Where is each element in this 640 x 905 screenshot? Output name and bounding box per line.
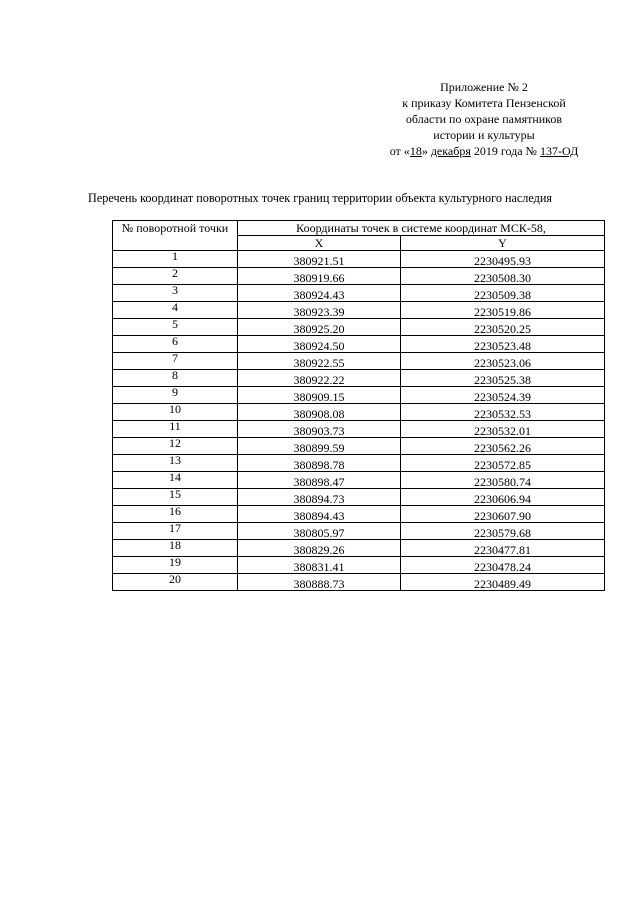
table-row <box>113 557 605 574</box>
x-coordinate-cell <box>238 353 401 370</box>
x-coordinate-cell <box>238 268 401 285</box>
y-coordinate-cell <box>401 574 605 591</box>
appendix-title: Приложение № 2 <box>440 80 528 94</box>
x-coordinate-cell <box>238 472 401 489</box>
y-coordinate-cell <box>401 319 605 336</box>
y-coordinate-cell-text: 2230489.49 <box>474 577 531 591</box>
table-row <box>113 268 605 285</box>
committee-line-2: истории и культуры <box>433 128 535 142</box>
date-day: 18 <box>409 144 422 158</box>
x-coordinate-cell <box>238 404 401 421</box>
document-title: Перечень координат поворотных точек границ территории объекта культурного наследия <box>88 191 552 205</box>
y-coordinate-cell-text: 2230523.06 <box>474 356 531 370</box>
y-coordinate-cell <box>401 336 605 353</box>
date-year-text: 2019 года № <box>470 144 541 158</box>
appendix-header <box>360 79 608 159</box>
table-row <box>113 370 605 387</box>
point-number-cell: 19 <box>113 557 238 574</box>
point-number-cell: 4 <box>113 302 238 319</box>
x-coordinate-cell <box>238 438 401 455</box>
y-coordinate-cell-text: 2230524.39 <box>474 390 531 404</box>
y-coordinate-cell <box>401 489 605 506</box>
x-coordinate-cell <box>238 489 401 506</box>
x-coordinate-cell-text: 380888.73 <box>293 577 345 591</box>
coordinates-table-body <box>113 251 605 591</box>
x-coordinate-cell <box>238 421 401 438</box>
x-coordinate-cell-text: 380922.55 <box>293 356 345 370</box>
x-coordinate-cell <box>238 302 401 319</box>
point-number-cell: 1 <box>113 251 238 268</box>
table-row <box>113 387 605 404</box>
x-coordinate-cell-text: 380831.41 <box>293 560 345 574</box>
table-row <box>113 353 605 370</box>
x-coordinate-cell <box>238 523 401 540</box>
x-coordinate-cell-text: 380924.50 <box>293 339 345 353</box>
x-coordinate-cell-text: 380923.39 <box>293 305 345 319</box>
x-coordinate-cell-text: 380899.59 <box>293 441 345 455</box>
x-coordinate-cell <box>238 557 401 574</box>
point-number-cell: 20 <box>113 574 238 591</box>
point-number-cell: 17 <box>113 523 238 540</box>
y-column-header: Y <box>401 236 605 251</box>
x-coordinate-cell-text: 380921.51 <box>293 254 345 268</box>
y-coordinate-cell-text: 2230523.48 <box>474 339 531 353</box>
table-row <box>113 251 605 268</box>
coordinates-table <box>112 220 605 591</box>
y-coordinate-cell <box>401 557 605 574</box>
y-coordinate-cell-text: 2230579.68 <box>474 526 531 540</box>
y-coordinate-cell <box>401 387 605 404</box>
x-coordinate-cell-text: 380925.20 <box>293 322 345 336</box>
point-number-cell: 7 <box>113 353 238 370</box>
point-number-cell: 8 <box>113 370 238 387</box>
x-coordinate-cell-text: 380894.43 <box>293 509 345 523</box>
x-coordinate-cell <box>238 285 401 302</box>
order-reference-line: к приказу Комитета Пензенской <box>402 96 566 110</box>
x-coordinate-cell <box>238 387 401 404</box>
date-prefix: от « <box>389 144 410 158</box>
y-coordinate-cell <box>401 353 605 370</box>
table-row <box>113 285 605 302</box>
date-month: декабря <box>430 144 471 158</box>
y-coordinate-cell <box>401 404 605 421</box>
point-number-header: № поворотной точки <box>113 221 238 251</box>
y-coordinate-cell-text: 2230478.24 <box>474 560 531 574</box>
y-coordinate-cell-text: 2230477.81 <box>474 543 531 557</box>
point-number-cell: 13 <box>113 455 238 472</box>
table-row <box>113 421 605 438</box>
y-coordinate-cell <box>401 421 605 438</box>
point-number-cell: 11 <box>113 421 238 438</box>
point-number-cell: 3 <box>113 285 238 302</box>
order-date-line <box>360 143 608 159</box>
x-coordinate-cell-text: 380919.66 <box>293 271 345 285</box>
x-coordinate-cell <box>238 574 401 591</box>
y-coordinate-cell <box>401 302 605 319</box>
y-coordinate-cell <box>401 540 605 557</box>
table-row <box>113 489 605 506</box>
x-coordinate-cell-text: 380903.73 <box>293 424 345 438</box>
x-coordinate-cell-text: 380829.26 <box>293 543 345 557</box>
x-coordinate-cell <box>238 455 401 472</box>
committee-line: области по охране памятников <box>405 112 563 126</box>
y-coordinate-cell-text: 2230508.30 <box>474 271 531 285</box>
point-number-cell: 9 <box>113 387 238 404</box>
y-coordinate-cell <box>401 472 605 489</box>
y-coordinate-cell <box>401 438 605 455</box>
table-row <box>113 336 605 353</box>
y-coordinate-cell <box>401 506 605 523</box>
point-number-cell: 6 <box>113 336 238 353</box>
x-coordinate-cell-text: 380908.08 <box>293 407 345 421</box>
point-number-cell: 15 <box>113 489 238 506</box>
y-coordinate-cell-text: 2230519.86 <box>474 305 531 319</box>
y-coordinate-cell-text: 2230509.38 <box>474 288 531 302</box>
order-number: 137-ОД <box>540 144 579 158</box>
y-coordinate-cell <box>401 523 605 540</box>
y-coordinate-cell-text: 2230607.90 <box>474 509 531 523</box>
table-row <box>113 540 605 557</box>
y-coordinate-cell-text: 2230606.94 <box>474 492 531 506</box>
y-coordinate-cell <box>401 455 605 472</box>
y-coordinate-cell-text: 2230520.25 <box>474 322 531 336</box>
y-coordinate-cell <box>401 370 605 387</box>
y-coordinate-cell-text: 2230532.01 <box>474 424 531 438</box>
table-row <box>113 472 605 489</box>
x-coordinate-cell <box>238 506 401 523</box>
y-coordinate-cell-text: 2230532.53 <box>474 407 531 421</box>
table-row <box>113 574 605 591</box>
x-coordinate-cell-text: 380894.73 <box>293 492 345 506</box>
point-number-cell: 5 <box>113 319 238 336</box>
table-row <box>113 455 605 472</box>
x-column-header: X <box>238 236 401 251</box>
y-coordinate-cell <box>401 251 605 268</box>
table-row <box>113 302 605 319</box>
point-number-cell: 2 <box>113 268 238 285</box>
date-separator: » <box>421 144 431 158</box>
y-coordinate-cell <box>401 268 605 285</box>
coordinates-header: Координаты точек в системе координат МСК-58, <box>238 221 605 236</box>
x-coordinate-cell <box>238 319 401 336</box>
x-coordinate-cell-text: 380805.97 <box>293 526 345 540</box>
table-row <box>113 523 605 540</box>
y-coordinate-cell-text: 2230572.85 <box>474 458 531 472</box>
x-coordinate-cell <box>238 540 401 557</box>
point-number-cell: 10 <box>113 404 238 421</box>
x-coordinate-cell <box>238 251 401 268</box>
x-coordinate-cell-text: 380909.15 <box>293 390 345 404</box>
x-coordinate-cell-text: 380898.78 <box>293 458 345 472</box>
point-number-cell: 16 <box>113 506 238 523</box>
table-row <box>113 319 605 336</box>
table-row <box>113 506 605 523</box>
x-coordinate-cell <box>238 336 401 353</box>
y-coordinate-cell-text: 2230562.26 <box>474 441 531 455</box>
y-coordinate-cell-text: 2230525.38 <box>474 373 531 387</box>
y-coordinate-cell-text: 2230495.93 <box>474 254 531 268</box>
table-row <box>113 404 605 421</box>
x-coordinate-cell-text: 380898.47 <box>293 475 345 489</box>
x-coordinate-cell-text: 380924.43 <box>293 288 345 302</box>
table-row <box>113 438 605 455</box>
y-coordinate-cell-text: 2230580.74 <box>474 475 531 489</box>
x-coordinate-cell-text: 380922.22 <box>293 373 345 387</box>
point-number-cell: 14 <box>113 472 238 489</box>
y-coordinate-cell <box>401 285 605 302</box>
point-number-cell: 18 <box>113 540 238 557</box>
point-number-cell: 12 <box>113 438 238 455</box>
x-coordinate-cell <box>238 370 401 387</box>
